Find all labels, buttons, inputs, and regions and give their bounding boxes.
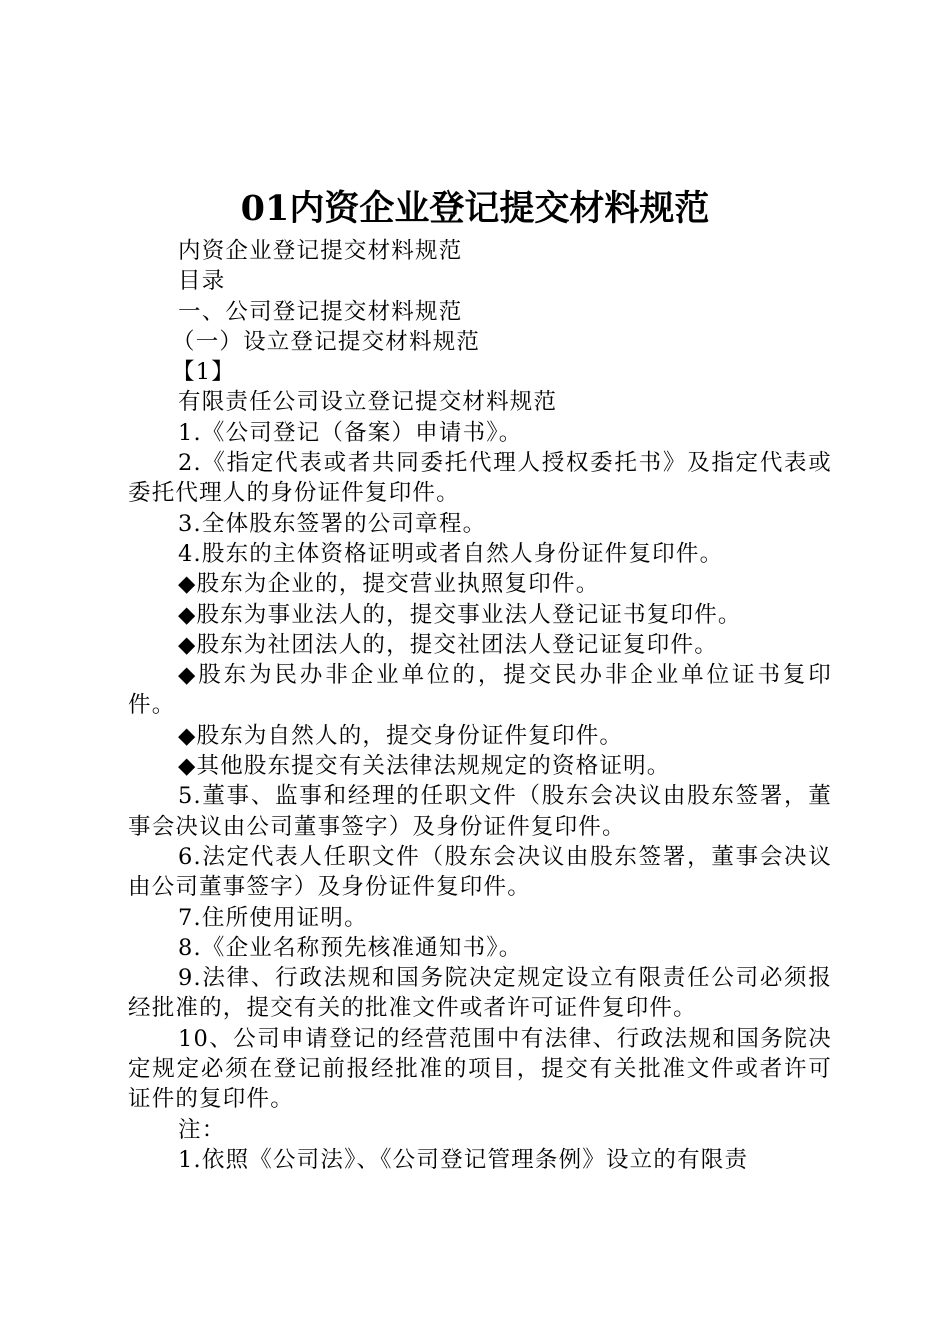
list-item: 4.股东的主体资格证明或者自然人身份证件复印件。: [178, 540, 724, 567]
paragraph: （一）设立登记提交材料规范: [172, 328, 481, 355]
document-title: 01内资企业登记提交材料规范: [240, 188, 710, 229]
list-item: 3.全体股东签署的公司章程。: [178, 510, 487, 537]
bullet-item: ◆股东为社团法人的，提交社团法人登记证复印件。: [178, 631, 718, 658]
paragraph: 内资企业登记提交材料规范: [178, 238, 463, 264]
list-item: 2.《指定代表或者共同委托代理人授权委托书》及指定代表或委托代理人的身份证件复印件。: [128, 450, 832, 507]
list-item: 5.董事、监事和经理的任职文件（股东会决议由股东签署，董事会决议由公司董事签字）及身份证件复印件。: [128, 783, 832, 840]
bullet-item: ◆股东为企业的，提交营业执照复印件。: [178, 571, 600, 598]
bullet-item: ◆其他股东提交有关法律法规规定的资格证明。: [178, 753, 671, 780]
paragraph: 【1】: [172, 359, 235, 386]
bullet-item: ◆股东为事业法人的，提交事业法人登记证书复印件。: [178, 601, 742, 628]
bullet-item: ◆股东为民办非企业单位的，提交民办非企业单位证书复印件。: [128, 662, 832, 719]
list-item: 7.住所使用证明。: [178, 904, 368, 931]
paragraph: 一、公司登记提交材料规范: [178, 298, 463, 325]
paragraph: 目录: [178, 268, 226, 295]
note-item: 1.依照《公司法》、《公司登记管理条例》设立的有限责: [178, 1146, 749, 1173]
bullet-item: ◆股东为自然人的，提交身份证件复印件。: [178, 722, 624, 749]
note-heading: 注：: [178, 1116, 226, 1143]
list-item: 1.《公司登记（备案）申请书》。: [178, 419, 523, 446]
list-item: 9.法律、行政法规和国务院决定规定设立有限责任公司必须报经批准的，提交有关的批准文件或者许可证件复印件。: [128, 965, 832, 1022]
paragraph: 有限责任公司设立登记提交材料规范: [178, 389, 558, 416]
list-item: 6.法定代表人任职文件（股东会决议由股东签署，董事会决议由公司董事签字）及身份证件复印件。: [128, 843, 832, 901]
list-item: 10、公司申请登记的经营范围中有法律、行政法规和国务院决定规定必须在登记前报经批准的项目，提交有关批准文件或者许可证件的复印件。: [128, 1025, 832, 1113]
document-body: [128, 236, 832, 1175]
list-item: 8.《企业名称预先核准通知书》。: [178, 934, 523, 961]
